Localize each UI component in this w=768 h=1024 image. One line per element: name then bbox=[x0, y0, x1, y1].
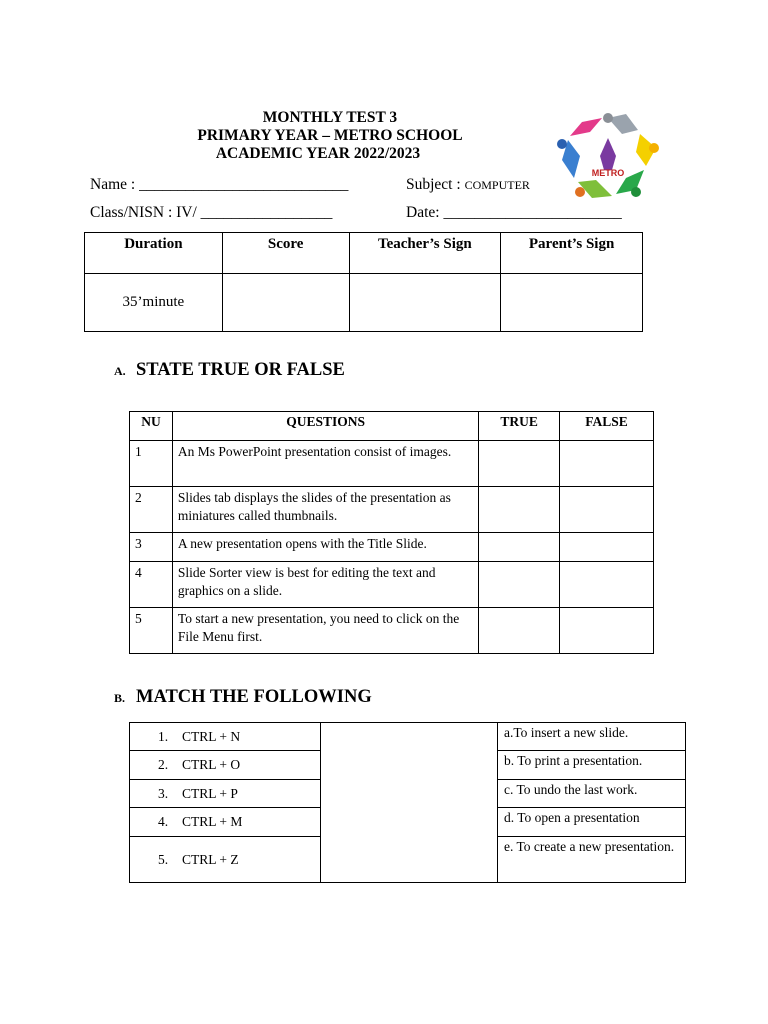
score-cell bbox=[222, 274, 349, 332]
section-a-heading bbox=[114, 360, 345, 381]
match-answer-column[interactable] bbox=[321, 723, 498, 883]
description-cell: a.To insert a new slide. bbox=[498, 723, 686, 751]
description-cell: e. To create a new presentation. bbox=[498, 837, 686, 883]
shortcut-cell: 1. CTRL + N bbox=[130, 723, 321, 751]
match-table bbox=[129, 722, 686, 883]
questions-header: QUESTIONS bbox=[172, 412, 478, 441]
section-a-letter: A. bbox=[114, 364, 126, 378]
shortcut-cell: 2. CTRL + O bbox=[130, 751, 321, 780]
table-row bbox=[130, 723, 686, 751]
shortcut-cell: 5. CTRL + Z bbox=[130, 837, 321, 883]
false-answer-cell[interactable] bbox=[560, 441, 654, 487]
name-field: Name : ___________________________ bbox=[90, 176, 349, 193]
question-text: An Ms PowerPoint presentation consist of images. bbox=[172, 441, 478, 487]
row-number: 1 bbox=[130, 441, 173, 487]
score-header: Score bbox=[222, 233, 349, 274]
section-b-heading bbox=[114, 687, 372, 708]
row-number: 5 bbox=[130, 608, 173, 654]
table-row bbox=[130, 441, 654, 487]
description-cell: c. To undo the last work. bbox=[498, 780, 686, 808]
question-text: To start a new presentation, you need to click on the File Menu first. bbox=[172, 608, 478, 654]
table-row bbox=[130, 487, 654, 533]
row-number: 2 bbox=[130, 487, 173, 533]
false-answer-cell[interactable] bbox=[560, 487, 654, 533]
true-answer-cell[interactable] bbox=[479, 487, 560, 533]
section-b-letter: B. bbox=[114, 691, 126, 705]
teacher-sign-header: Teacher’s Sign bbox=[349, 233, 501, 274]
info-table bbox=[84, 232, 643, 332]
false-header: FALSE bbox=[560, 412, 654, 441]
date-field: Date: _______________________ bbox=[406, 204, 622, 221]
table-row bbox=[130, 608, 654, 654]
true-false-table bbox=[129, 411, 654, 654]
false-answer-cell[interactable] bbox=[560, 608, 654, 654]
teacher-sign-cell bbox=[349, 274, 501, 332]
true-answer-cell[interactable] bbox=[479, 533, 560, 562]
shortcut-cell: 4. CTRL + M bbox=[130, 808, 321, 837]
school-title: PRIMARY YEAR – METRO SCHOOL bbox=[197, 127, 463, 144]
duration-header: Duration bbox=[85, 233, 223, 274]
school-logo-icon bbox=[556, 108, 660, 204]
class-field: Class/NISN : IV/ _________________ bbox=[90, 204, 333, 221]
section-b-title: MATCH THE FOLLOWING bbox=[136, 687, 372, 707]
nu-header: NU bbox=[130, 412, 173, 441]
description-cell: d. To open a presentation bbox=[498, 808, 686, 837]
row-number: 3 bbox=[130, 533, 173, 562]
academic-year: ACADEMIC YEAR 2022/2023 bbox=[215, 145, 421, 162]
false-answer-cell[interactable] bbox=[560, 562, 654, 608]
subject-label: Subject : bbox=[406, 176, 461, 193]
logo-text: METRO bbox=[591, 168, 625, 178]
row-number: 4 bbox=[130, 562, 173, 608]
true-header: TRUE bbox=[479, 412, 560, 441]
true-answer-cell[interactable] bbox=[479, 441, 560, 487]
table-row bbox=[130, 562, 654, 608]
description-cell: b. To print a presentation. bbox=[498, 751, 686, 780]
subject-field bbox=[406, 176, 530, 194]
shortcut-cell: 3. CTRL + P bbox=[130, 780, 321, 808]
parent-sign-cell bbox=[501, 274, 643, 332]
question-text: A new presentation opens with the Title Slide. bbox=[172, 533, 478, 562]
section-a-title: STATE TRUE OR FALSE bbox=[136, 360, 345, 380]
question-text: Slides tab displays the slides of the presentation as miniatures called thumbnails. bbox=[172, 487, 478, 533]
false-answer-cell[interactable] bbox=[560, 533, 654, 562]
test-title: MONTHLY TEST 3 bbox=[262, 109, 398, 126]
subject-value: COMPUTER bbox=[464, 178, 530, 192]
parent-sign-header: Parent’s Sign bbox=[501, 233, 643, 274]
table-row bbox=[130, 533, 654, 562]
true-answer-cell[interactable] bbox=[479, 608, 560, 654]
true-answer-cell[interactable] bbox=[479, 562, 560, 608]
duration-value: 35’minute bbox=[85, 274, 223, 332]
question-text: Slide Sorter view is best for editing the text and graphics on a slide. bbox=[172, 562, 478, 608]
